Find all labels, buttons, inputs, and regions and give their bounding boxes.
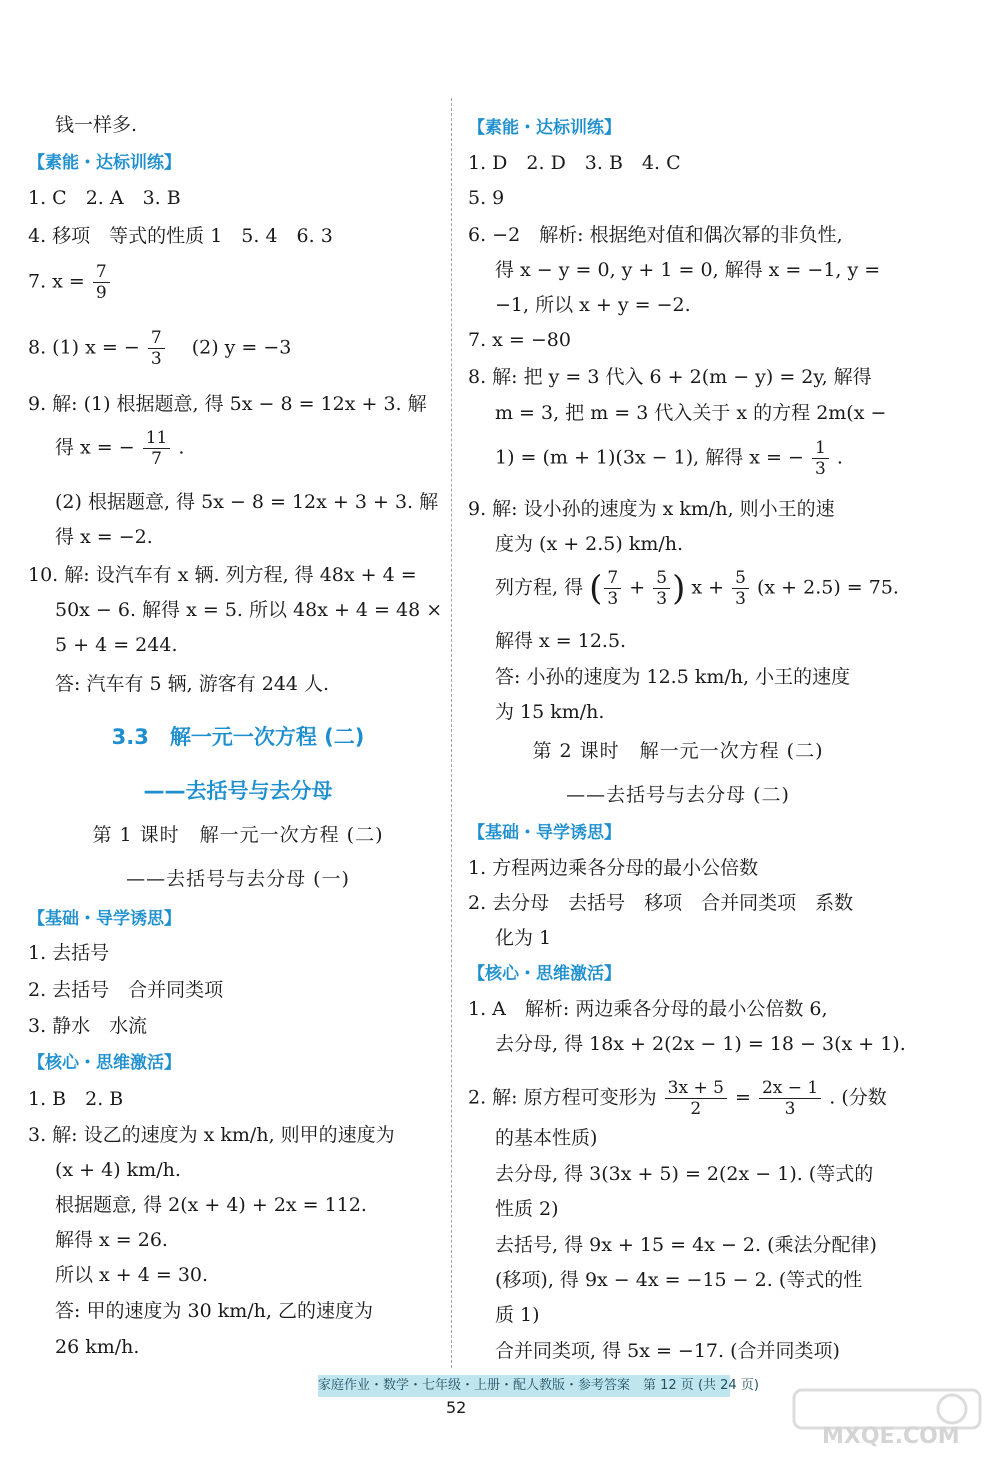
fraction — [604, 568, 621, 609]
fraction — [148, 328, 165, 369]
answer-line: m = 3, 把 m = 3 代入关于 x 的方程 2m(x − — [495, 402, 887, 424]
answer-9-line2 — [28, 428, 184, 469]
answer-line: 10. 解: 设汽车有 x 辆. 列方程, 得 48x + 4 = — [28, 564, 417, 586]
section-header-basics: 【基础・导学诱思】 — [468, 823, 621, 843]
numerator: 5 — [732, 568, 749, 589]
page-number: 52 — [446, 1398, 467, 1417]
answer-text: 7. x = — [28, 270, 85, 293]
numerator: 11 — [143, 428, 171, 449]
denominator: 3 — [150, 349, 162, 369]
answer-line: 3. 静水 水流 — [28, 1015, 148, 1037]
denominator: 3 — [656, 589, 668, 609]
answer-line: 5. 9 — [468, 187, 505, 209]
answer-line: 26 km/h. — [55, 1336, 140, 1358]
section-title: 3.3 解一元一次方程 (二) — [111, 725, 365, 749]
answer-line: 质 1) — [495, 1304, 540, 1326]
answer-line: 解得 x = 12.5. — [495, 630, 627, 652]
fraction — [653, 568, 670, 609]
fraction — [759, 1078, 821, 1119]
answer-line: 1. 方程两边乘各分母的最小公倍数 — [468, 857, 759, 879]
answer-line: 2. 去分母 去括号 移项 合并同类项 系数 — [468, 892, 854, 914]
answer-line: 性质 2) — [495, 1198, 559, 1220]
denominator: 9 — [95, 283, 107, 303]
text-line: 钱一样多. — [55, 114, 138, 136]
answer-line: 根据题意, 得 2(x + 4) + 2x = 112. — [55, 1194, 367, 1216]
answer-text: 2. 解: 原方程可变形为 — [468, 1086, 657, 1109]
section-header-core: 【核心・思维激活】 — [28, 1053, 181, 1073]
denominator: 3 — [784, 1099, 796, 1119]
numerator: 2x − 1 — [759, 1078, 821, 1099]
answer-line: 答: 小孙的速度为 12.5 km/h, 小王的速度 — [495, 666, 851, 688]
answer-line: 2. 去括号 合并同类项 — [28, 979, 224, 1001]
section-header-basics: 【基础・导学诱思】 — [28, 909, 181, 929]
section-header-training: 【素能・达标训练】 — [28, 153, 181, 173]
denominator: 3 — [814, 459, 826, 479]
answer-line: 1. 去括号 — [28, 942, 110, 964]
answer-line: (x + 4) km/h. — [55, 1159, 181, 1181]
paren: ) — [672, 568, 686, 609]
answer-line: 9. 解: (1) 根据题意, 得 5x − 8 = 12x + 3. 解 — [28, 393, 427, 415]
answer-line: 为 15 km/h. — [495, 701, 605, 723]
answer-line: 50x − 6. 解得 x = 5. 所以 48x + 4 = 48 × — [55, 599, 443, 621]
answer-text: x + — [691, 576, 725, 599]
answer-line: 7. x = −80 — [468, 329, 571, 351]
answer-8-line3 — [468, 438, 843, 479]
answer-line: 1. A 解析: 两边乘各分母的最小公倍数 6, — [468, 998, 828, 1020]
answer-text: (x + 2.5) = 75. — [757, 576, 899, 599]
answer-line: (移项), 得 9x − 4x = −15 − 2. (等式的性 — [495, 1269, 863, 1291]
answer-line: −1, 所以 x + y = −2. — [495, 294, 691, 316]
answer-line: 3. 解: 设乙的速度为 x km/h, 则甲的速度为 — [28, 1124, 395, 1146]
watermark-text: MXQE.COM — [822, 1424, 960, 1449]
answer-line: 1. B 2. B — [28, 1088, 124, 1110]
answer-text: 列方程, 得 — [495, 576, 584, 599]
answer-line: 得 x = −2. — [55, 526, 153, 548]
footer-bar — [318, 1375, 759, 1397]
footer-text: 家庭作业・数学・七年级・上册・配人教版・参考答案 第 12 页 (共 24 页) — [318, 1378, 759, 1393]
operator: + — [629, 576, 646, 599]
section-subtitle: ——去括号与去分母 — [143, 779, 333, 803]
numerator: 3x + 5 — [665, 1078, 727, 1099]
answer-text: (2) y = −3 — [172, 336, 292, 359]
denominator: 7 — [151, 449, 162, 469]
answer-line: 答: 甲的速度为 30 km/h, 乙的速度为 — [55, 1300, 373, 1322]
answer-line: 6. −2 解析: 根据绝对值和偶次幂的非负性, — [468, 224, 843, 246]
column-divider — [451, 98, 453, 1368]
fraction — [812, 438, 829, 479]
answer-line: 8. 解: 把 y = 3 代入 6 + 2(m − y) = 2y, 解得 — [468, 366, 872, 388]
answer-text: . (分数 — [829, 1086, 887, 1109]
answer-line: 合并同类项, 得 5x = −17. (合并同类项) — [495, 1340, 840, 1362]
denominator: 2 — [690, 1099, 702, 1119]
answer-line: 去分母, 得 3(3x + 5) = 2(2x − 1). (等式的 — [495, 1163, 874, 1185]
answer-line: 得 x − y = 0, y + 1 = 0, 解得 x = −1, y = — [495, 259, 881, 281]
answer-text: . — [836, 446, 843, 469]
numerator: 7 — [148, 328, 165, 349]
answer-text: 得 x = − — [55, 436, 135, 459]
operator: = — [734, 1086, 751, 1109]
lesson-title: 第 2 课时 解一元一次方程 (二) — [532, 740, 824, 762]
fraction — [665, 1078, 727, 1119]
answer-line: 1. D 2. D 3. B 4. C — [468, 152, 681, 174]
answer-line: 答: 汽车有 5 辆, 游客有 244 人. — [55, 673, 330, 695]
answer-line: 的基本性质) — [495, 1127, 598, 1149]
numerator: 1 — [812, 438, 829, 459]
denominator: 3 — [735, 589, 746, 609]
answer-line: 4. 移项 等式的性质 1 5. 4 6. 3 — [28, 225, 333, 247]
answer-2-line1 — [468, 1078, 887, 1119]
answer-line: (2) 根据题意, 得 5x − 8 = 12x + 3 + 3. 解 — [55, 491, 439, 513]
answer-7 — [28, 262, 112, 303]
answer-line: 解得 x = 26. — [55, 1229, 168, 1251]
answer-text: 1) = (m + 1)(3x − 1), 解得 x = − — [495, 446, 804, 469]
paren: ( — [589, 568, 603, 609]
answer-8 — [28, 328, 291, 369]
answer-line: 度为 (x + 2.5) km/h. — [495, 533, 684, 555]
denominator: 3 — [607, 589, 619, 609]
answer-line: 5 + 4 = 244. — [55, 634, 178, 656]
section-header-core: 【核心・思维激活】 — [468, 964, 621, 984]
answer-line: 化为 1 — [495, 927, 552, 949]
section-header-training: 【素能・达标训练】 — [468, 118, 621, 138]
answer-line: 所以 x + 4 = 30. — [55, 1264, 209, 1286]
numerator: 5 — [653, 568, 670, 589]
answer-line: 9. 解: 设小孙的速度为 x km/h, 则小王的速 — [468, 498, 835, 520]
answer-text: 8. (1) x = − — [28, 336, 140, 359]
answer-9-equation — [468, 568, 899, 609]
answer-line: 去括号, 得 9x + 15 = 4x − 2. (乘法分配律) — [495, 1234, 877, 1256]
numerator: 7 — [604, 568, 621, 589]
answer-line: 去分母, 得 18x + 2(2x − 1) = 18 − 3(x + 1). — [495, 1033, 906, 1055]
fraction — [732, 568, 749, 609]
lesson-subtitle: ——去括号与去分母 (一) — [126, 868, 350, 890]
answer-line: 1. C 2. A 3. B — [28, 187, 181, 209]
fraction — [143, 428, 171, 469]
lesson-subtitle: ——去括号与去分母 (二) — [566, 784, 790, 806]
answer-text: . — [178, 436, 185, 459]
lesson-title: 第 1 课时 解一元一次方程 (二) — [92, 824, 384, 846]
numerator: 7 — [93, 262, 110, 283]
fraction — [93, 262, 110, 303]
